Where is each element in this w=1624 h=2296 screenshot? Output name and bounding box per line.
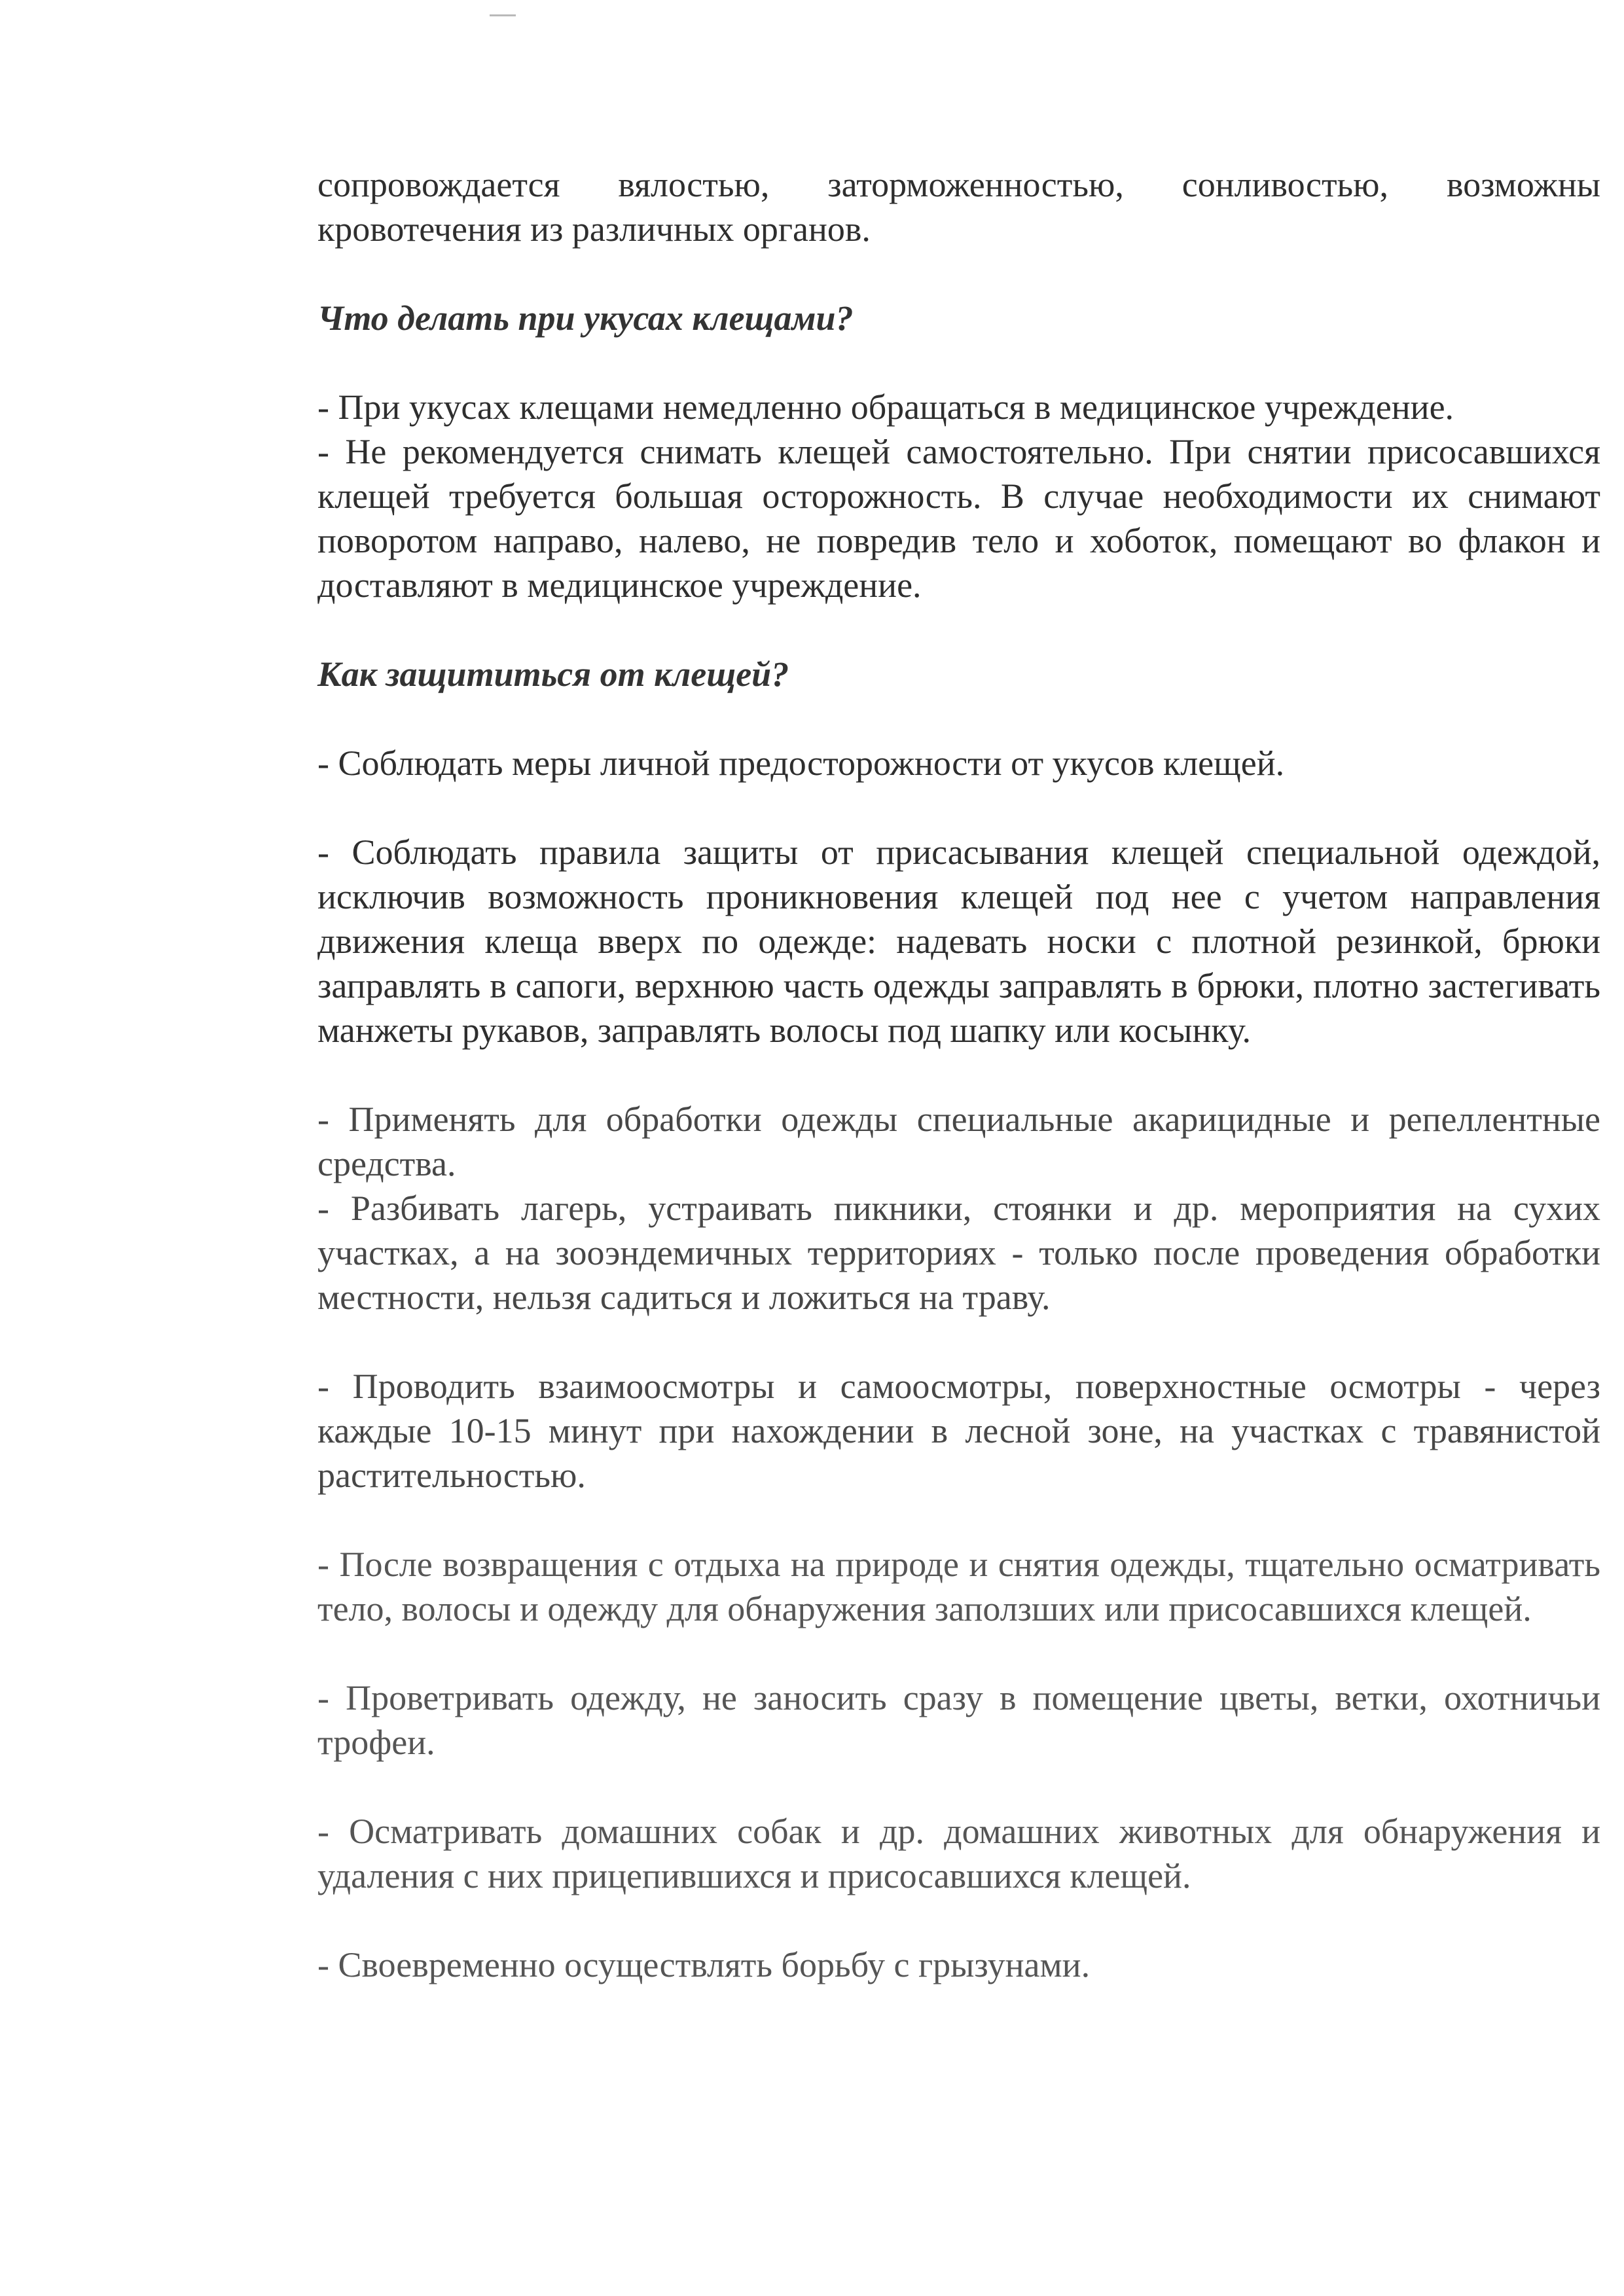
list-item: - Осматривать домашних собак и др. домашних животных для обнаружения и удаления с них прицепившихся и присосавшихся клещей. (317, 1812, 1600, 1895)
document-page (317, 162, 1600, 1987)
intro-paragraph: сопровождается вялостью, заторможенностью, сонливостью, возможны кровотечения из различных органов. (317, 165, 1600, 249)
section-heading-protection: Как защититься от клещей? (317, 655, 789, 694)
scan-artifact (490, 14, 516, 16)
list-item: - Проводить взаимоосмотры и самоосмотры, поверхностные осмотры - через каждые 10-15 минут при нахождении в лесной зоне, на участках с травянистой растительностью. (317, 1367, 1600, 1495)
list-item: - Не рекомендуется снимать клещей самостоятельно. При снятии присосавшихся клещей требуется большая осторожность. В случае необходимости их снимают поворотом направо, налево, не повредив тело и хоботок, помещают во флакон и доставляют в медицинское учреждение. (317, 432, 1600, 605)
list-item: - При укусах клещами немедленно обращаться в медицинское учреждение. (317, 387, 1454, 427)
list-item: - Проветривать одежду, не заносить сразу в помещение цветы, ветки, охотничьи трофеи. (317, 1678, 1600, 1762)
list-item: - Применять для обработки одежды специальные акарицидные и репеллентные средства. (317, 1100, 1600, 1183)
list-item: - После возвращения с отдыха на природе и снятия одежды, тщательно осматривать тело, волосы и одежду для обнаружения заползших или присосавшихся клещей. (317, 1545, 1600, 1628)
section-heading-tick-bites: Что делать при укусах клещами? (317, 298, 854, 338)
list-item: - Разбивать лагерь, устраивать пикники, стоянки и др. мероприятия на сухих участках, а на зооэндемичных территориях - только после проведения обработки местности, нельзя садиться и ложиться на траву. (317, 1189, 1600, 1317)
list-item: - Соблюдать правила защиты от присасывания клещей специальной одеждой, исключив возможность проникновения клещей под нее с учетом направления движения клеща вверх по одежде: надевать носки с плотной резинкой, брюки заправлять в сапоги, верхнюю часть одежды заправлять в брюки, плотно застегивать манжеты рукавов, заправлять волосы под шапку или косынку. (317, 833, 1600, 1050)
list-item: - Своевременно осуществлять борьбу с грызунами. (317, 1945, 1091, 1984)
list-item: - Соблюдать меры личной предосторожности от укусов клещей. (317, 744, 1285, 783)
